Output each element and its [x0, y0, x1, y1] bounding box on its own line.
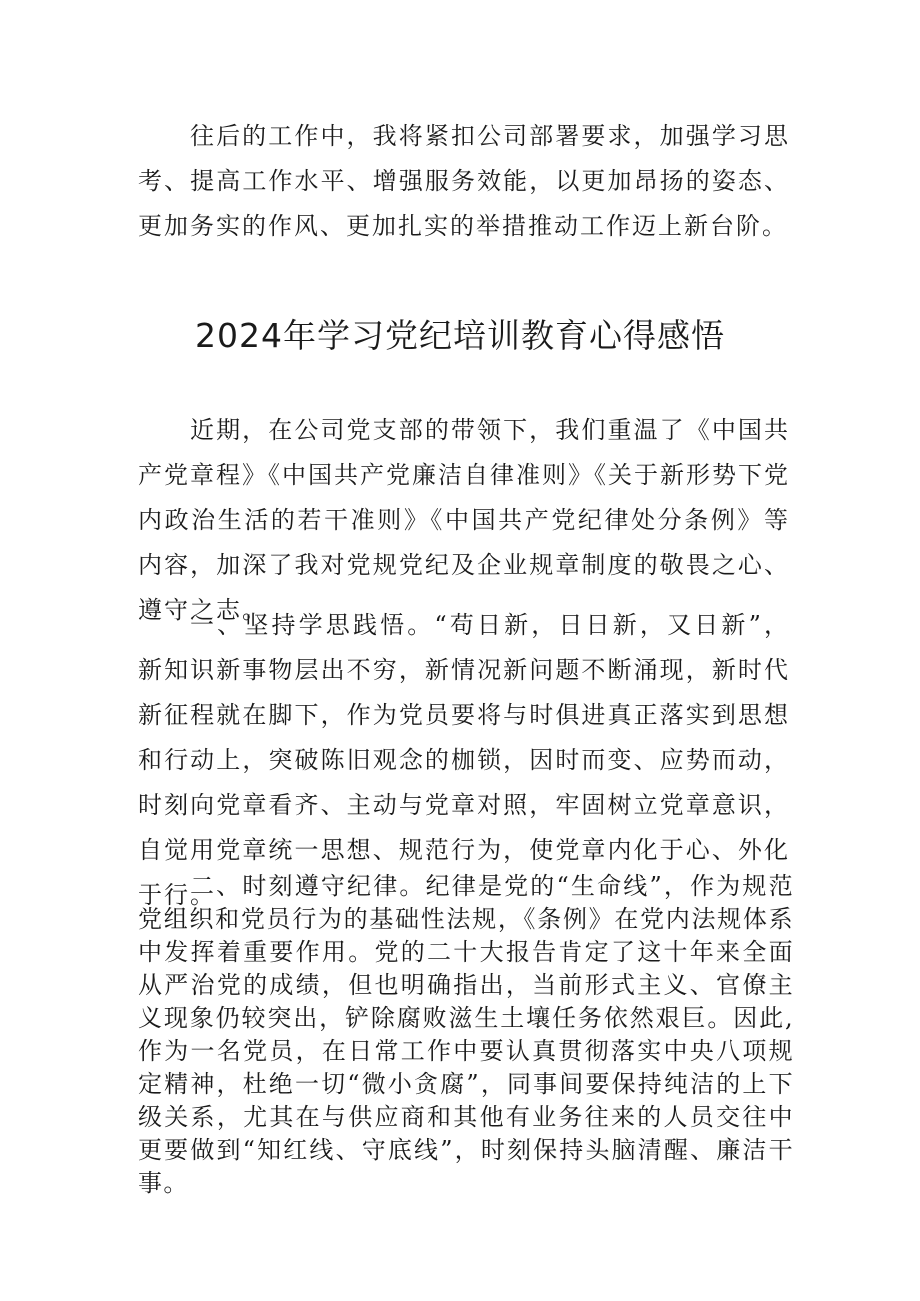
body-paragraph-intro: 近期，在公司党支部的带领下，我们重温了《中国共产党章程》《中国共产党廉洁自律准则》《关于新形势下党内政治生活的若干准则》《中国共产党纪律处分条例》等内容，加深了我对党规党纪及企业规章制度的敬畏之心、遵守之志。	[138, 416, 790, 624]
intro-paragraph: 往后的工作中，我将紧扣公司部署要求，加强学习思考、提高工作水平、增强服务效能，以更加昂扬的姿态、更加务实的作风、更加扎实的举措推动工作迈上新台阶。	[138, 122, 790, 240]
body-paragraph-point-one: 一、坚持学思践悟。“苟日新，日日新，又日新”，新知识新事物层出不穷，新情况新问题不断涌现，新时代新征程就在脚下，作为党员要将与时俱进真正落实到思想和行动上，突破陈旧观念的枷锁，因时而变、应势而动，时刻向党章看齐、主动与党章对照，牢固树立党章意识，自觉用党章统一思想、规范行为，使党章内化于心、外化于行。	[138, 611, 790, 909]
document-title: 2024年学习党纪培训教育心得感悟	[195, 316, 725, 355]
body-paragraph-point-two: 二、时刻遵守纪律。纪律是党的“生命线”，作为规范党组织和党员行为的基础性法规，《条例》在党内法规体系中发挥着重要作用。党的二十大报告肯定了这十年来全面从严治党的成绩，但也明确指出，当前形式主义、官僚主义现象仍较突出，铲除腐败滋生土壤任务依然艰巨。因此,作为一名党员，在日常工作中要认真贯彻落实中央八项规定精神，杜绝一切“微小贪腐”，同事间要保持纯洁的上下级关系，尤其在与供应商和其他有业务往来的人员交往中更要做到“知红线、守底线”，时刻保持头脑清醒、廉洁干事。	[138, 872, 794, 1197]
